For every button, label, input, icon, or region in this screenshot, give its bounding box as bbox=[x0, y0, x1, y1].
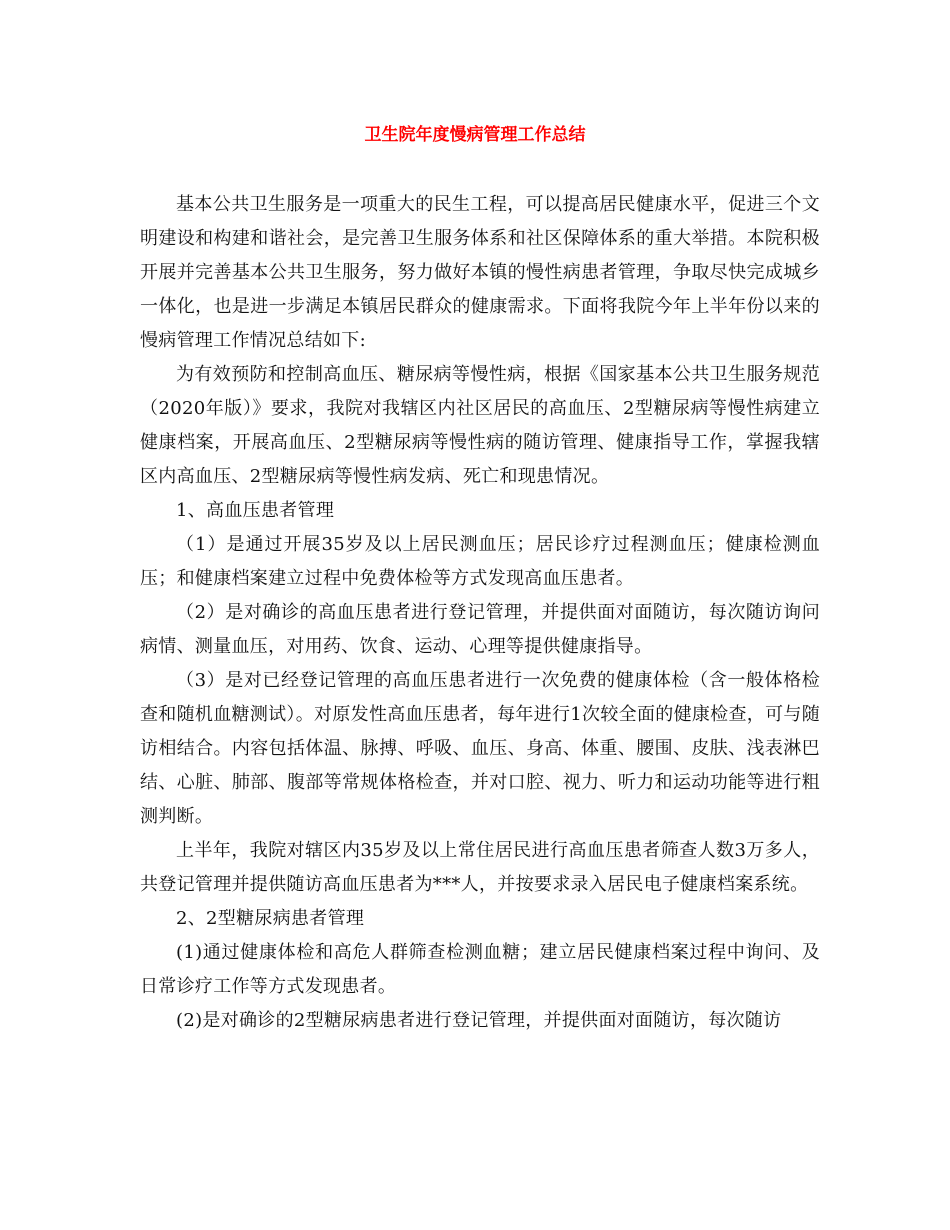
paragraph-basis: 为有效预防和控制高血压、糖尿病等慢性病，根据《国家基本公共卫生服务规范（2020年版）》要求，我院对我辖区内社区居民的高血压、2型糖尿病等慢性病建立健康档案，开展高血压、2型糖尿病等慢性病的随访管理、健康指导工作，掌握我辖区内高血压、2型糖尿病等慢性病发病、死亡和现患情况。 bbox=[140, 364, 820, 487]
document-title: 卫生院年度慢病管理工作总结 bbox=[364, 125, 586, 145]
section-heading-hypertension: 1、高血压患者管理 bbox=[176, 500, 335, 521]
paragraph-hypertension-1: （1）是通过开展35岁及以上居民测血压；居民诊疗过程测血压；健康检测血压；和健康档案建立过程中免费体检等方式发现高血压患者。 bbox=[140, 534, 820, 589]
paragraph-half-year-summary: 上半年，我院对辖区内35岁及以上常住居民进行高血压患者筛查人数3万多人，共登记管理并提供随访高血压患者为***人，并按要求录入居民电子健康档案系统。 bbox=[140, 840, 820, 895]
paragraph-hypertension-2: （2）是对确诊的高血压患者进行登记管理，并提供面对面随访，每次随访询问病情、测量血压，对用药、饮食、运动、心理等提供健康指导。 bbox=[140, 602, 820, 657]
section-heading-diabetes: 2、2型糖尿病患者管理 bbox=[176, 908, 365, 929]
paragraph-intro: 基本公共卫生服务是一项重大的民生工程，可以提高居民健康水平，促进三个文明建设和构建和谐社会，是完善卫生服务体系和社区保障体系的重大举措。本院积极开展并完善基本公共卫生服务，努力做好本镇的慢性病患者管理，争取尽快完成城乡一体化，也是进一步满足本镇居民群众的健康需求。下面将我院今年上半年份以来的慢病管理工作情况总结如下: bbox=[140, 194, 820, 351]
paragraph-diabetes-2: (2)是对确诊的2型糖尿病患者进行登记管理，并提供面对面随访，每次随访 bbox=[176, 1010, 782, 1031]
document-body bbox=[140, 188, 820, 1038]
paragraph-hypertension-3: （3）是对已经登记管理的高血压患者进行一次免费的健康体检（含一般体格检查和随机血糖测试）。对原发性高血压患者，每年进行1次较全面的健康检查，可与随访相结合。内容包括体温、脉搏、呼吸、血压、身高、体重、腰围、皮肤、浅表淋巴结、心脏、肺部、腹部等常规体格检查，并对口腔、视力、听力和运动功能等进行粗测判断。 bbox=[140, 670, 820, 827]
paragraph-diabetes-1: (1)通过健康体检和高危人群筛查检测血糖；建立居民健康档案过程中询问、及日常诊疗工作等方式发现患者。 bbox=[140, 942, 820, 997]
